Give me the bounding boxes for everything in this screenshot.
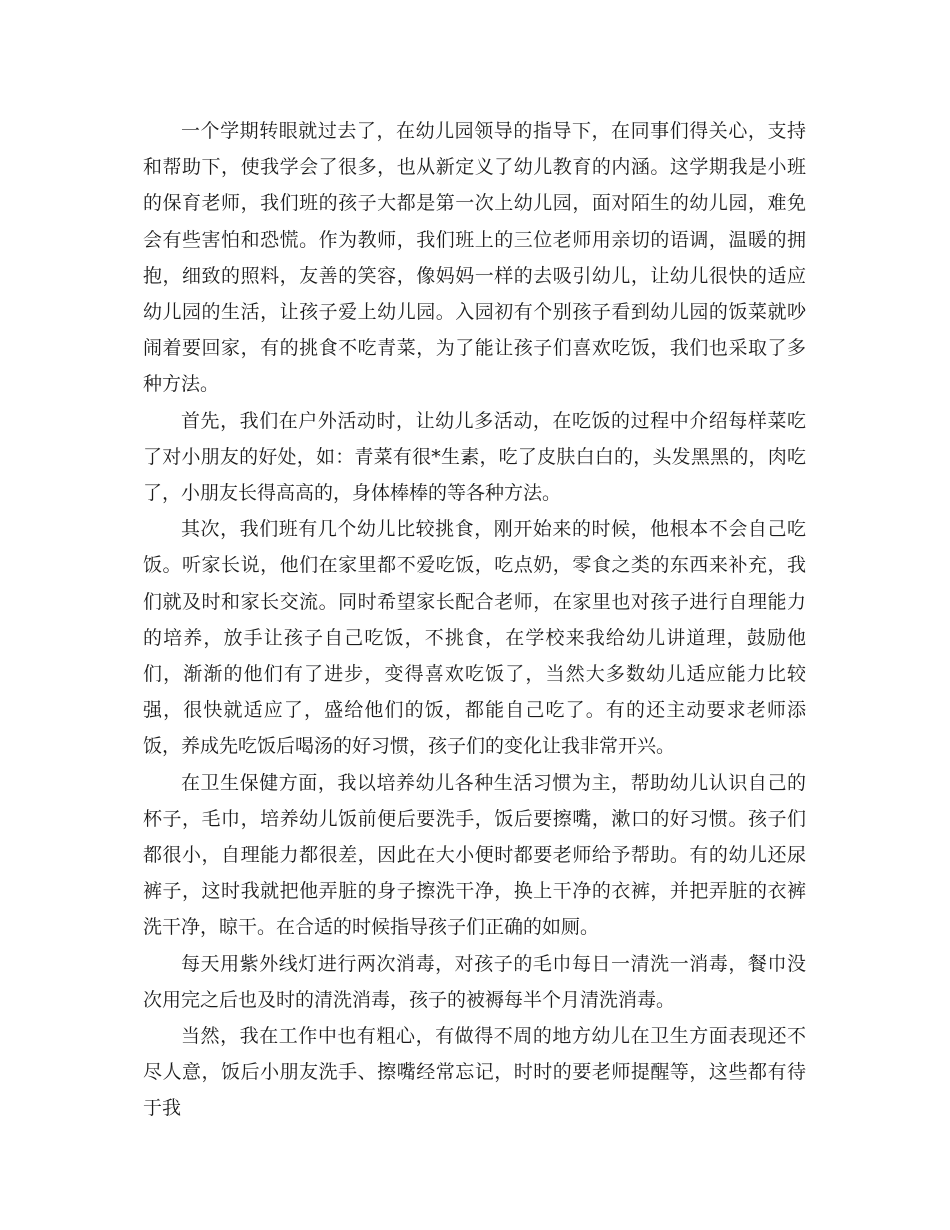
paragraph-5: 每天用紫外线灯进行两次消毒，对孩子的毛巾每日一清洗一消毒，餐巾没次用完之后也及时的清洗消毒，孩子的被褥每半个月清洗消毒。 <box>143 952 806 1011</box>
document-body <box>143 113 806 1127</box>
paragraph-2: 首先，我们在户外活动时，让幼儿多活动，在吃饭的过程中介绍每样菜吃了对小朋友的好处，如：青菜有很*生素，吃了皮肤白白的，头发黑黑的，肉吃了，小朋友长得高高的，身体棒棒的等各种方法。 <box>143 409 806 505</box>
paragraph-1: 一个学期转眼就过去了，在幼儿园领导的指导下，在同事们得关心，支持和帮助下，使我学会了很多，也从新定义了幼儿教育的内涵。这学期我是小班的保育老师，我们班的孩子大都是第一次上幼儿园，面对陌生的幼儿园，难免会有些害怕和恐慌。作为教师，我们班上的三位老师用亲切的语调，温暖的拥抱，细致的照料，友善的笑容，像妈妈一样的去吸引幼儿，让幼儿很快的适应幼儿园的生活，让孩子爱上幼儿园。入园初有个别孩子看到幼儿园的饭菜就吵闹着要回家，有的挑食不吃青菜，为了能让孩子们喜欢吃饭，我们也采取了多种方法。 <box>143 120 806 396</box>
paragraph-6: 当然，我在工作中也有粗心，有做得不周的地方幼儿在卫生方面表现还不尽人意，饭后小朋友洗手、擦嘴经常忘记，时时的要老师提醒等，这些都有待于我 <box>143 1025 806 1120</box>
paragraph-4: 在卫生保健方面，我以培养幼儿各种生活习惯为主，帮助幼儿认识自己的杯子，毛巾，培养幼儿饭前便后要洗手，饭后要擦嘴，漱口的好习惯。孩子们都很小，自理能力都很差，因此在大小便时都要老师给予帮助。有的幼儿还尿裤子，这时我就把他弄脏的身子擦洗干净，换上干净的衣裤，并把弄脏的衣裤洗干净，晾干。在合适的时候指导孩子们正确的如厕。 <box>143 771 806 939</box>
paragraph-3: 其次，我们班有几个幼儿比较挑食，刚开始来的时候，他根本不会自己吃饭。听家长说，他们在家里都不爱吃饭，吃点奶，零食之类的东西来补充，我们就及时和家长交流。同时希望家长配合老师，在家里也对孩子进行自理能力的培养，放手让孩子自己吃饭，不挑食，在学校来我给幼儿讲道理，鼓励他们，渐渐的他们有了进步，变得喜欢吃饭了，当然大多数幼儿适应能力比较强，很快就适应了，盛给他们的饭，都能自己吃了。有的还主动要求老师添饭，养成先吃饭后喝汤的好习惯，孩子们的变化让我非常开兴。 <box>143 518 806 758</box>
